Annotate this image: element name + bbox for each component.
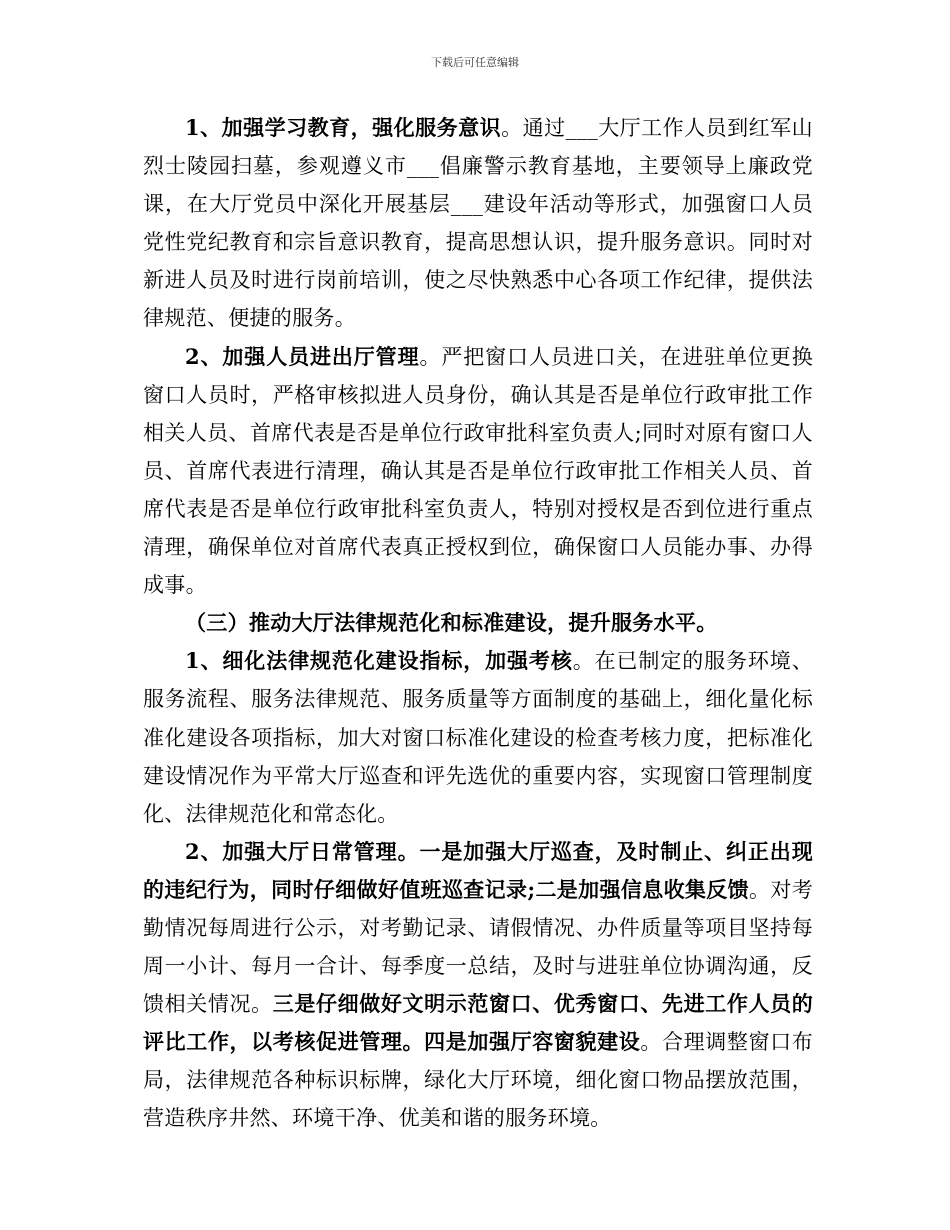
paragraph-text: 。严把窗口人员进口关，在进驻单位更换窗口人员时，严格审核拟进人员身份，确认其是否是单位行政审批工作相关人员、首席代表是否是单位行政审批科室负责人;同时对原有窗口人员、首席代表进行清理，确认其是否是单位行政审批工作相关人员、首席代表是否是单位行政审批科室负责人，特别对授权是否到位进行重点清理，确保单位对首席代表真正授权到位，确保窗口人员能办事、办得成事。 (143, 344, 813, 598)
paragraph-heading: 1、加强学习教育，强化服务意识 (185, 115, 502, 140)
paragraph-study-education (143, 109, 813, 338)
paragraph-daily-management (143, 833, 813, 1138)
paragraph-text: 。合理调整窗口布局，法律规范各种标识标牌，绿化大厅环境，细化窗口物品摆放范围，营造秩序井然、环境干净、优美和谐的服务环境。 (143, 1030, 813, 1131)
page-header-note: 下载后可任意编辑 (431, 56, 519, 69)
paragraph-text: 。在已制定的服务环境、服务流程、服务法律规范、服务质量等方面制度的基础上，细化量化标准化建设各项指标，加大对窗口标准化建设的检查考核力度，把标准化建设情况作为平常大厅巡查和评先选优的重要内容，实现窗口管理制度化、法律规范化和常态化。 (143, 649, 813, 826)
paragraph-heading: 2、加强人员进出厅管理 (185, 343, 420, 369)
document-body (143, 109, 813, 1138)
paragraph-emphasis: 三是仔细做好文明示范窗口、优秀窗口、先进工作人员的评比工作，以考核促进管理。四是加强厅容窗貌建设 (143, 991, 813, 1055)
paragraph-heading: 1、细化法律规范化建设指标，加强考核 (185, 648, 573, 674)
paragraph-heading: 2、加强大厅日常管理。一是加强大厅巡查，及时制止、纠正出现的违纪行为，同时仔细做好值班巡查记录;二是加强信息收集反馈 (143, 838, 813, 902)
section-title: （三）推动大厅法律规范化和标准建设，提升服务水平。 (185, 610, 718, 636)
paragraph-text: 。通过___大厅工作人员到红军山烈士陵园扫墓，参观遵义市___倡廉警示教育基地，主要领导上廉政党课，在大厅党员中深化开展基层___建设年活动等形式，加强窗口人员党性党纪教育和宗旨意识教育，提高思想认识，提升服务意识。同时对新进人员及时进行岗前培训，使之尽快熟悉中心各项工作纪律，提供法律规范、便捷的服务。 (143, 116, 813, 331)
section-heading-3 (143, 604, 813, 642)
paragraph-standardization-indicators (143, 642, 813, 832)
paragraph-text: 。对考勤情况每周进行公示，对考勤记录、请假情况、办件质量等项目坚持每周一小计、每月一合计、每季度一总结，及时与进驻单位协调沟通，反馈相关情况。 (143, 877, 813, 1017)
paragraph-personnel-management (143, 338, 813, 605)
